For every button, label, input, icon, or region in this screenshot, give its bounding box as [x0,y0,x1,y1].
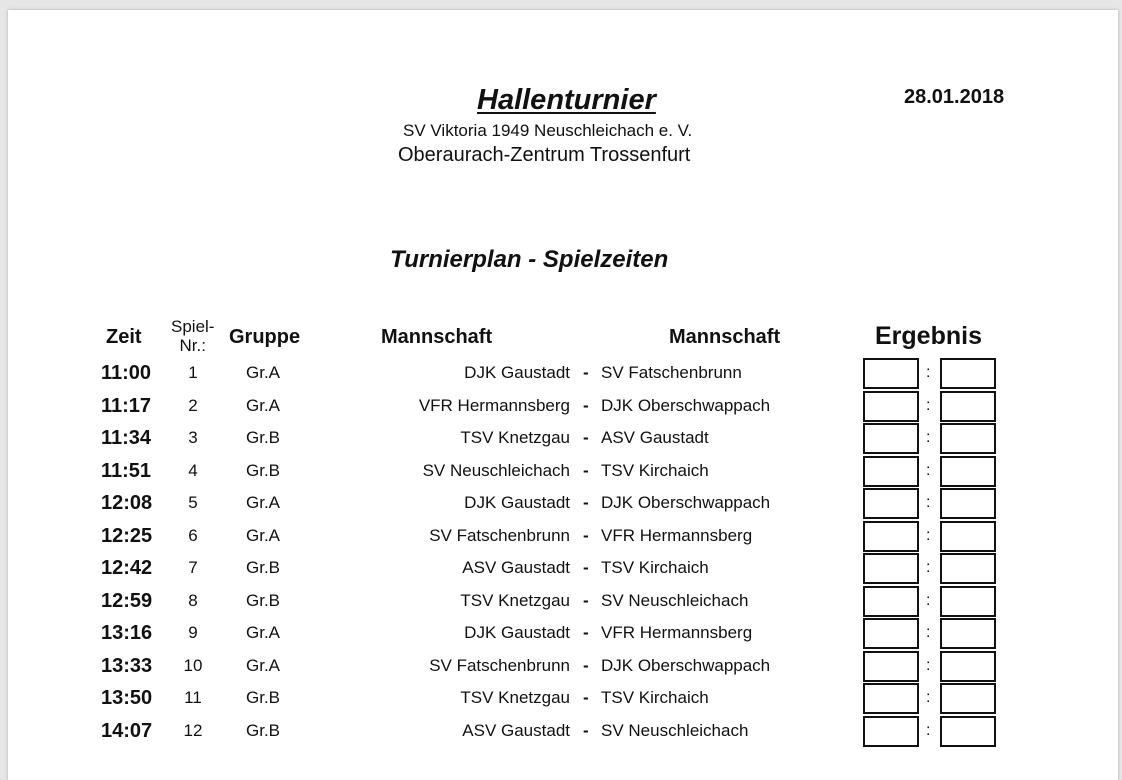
column-header-gruppe: Gruppe [229,326,301,348]
away-score-box[interactable] [940,391,996,422]
away-team: VFR Hermannsberg [601,525,753,545]
away-team: SV Neuschleichach [601,720,749,740]
match-number: 12 [183,720,203,740]
score-separator: : [926,429,931,446]
home-score-box[interactable] [863,488,919,519]
column-header-spiel-line2: Nr.: [179,336,206,355]
match-number: 4 [188,460,198,480]
home-score-box[interactable] [863,683,919,714]
home-team: DJK Gaustadt [464,623,570,642]
table-row [8,391,1118,423]
team-separator: - [583,395,589,415]
table-row [8,586,1118,618]
home-team: TSV Knetzgau [460,590,570,610]
document-date: 28.01.2018 [904,86,1005,108]
score-separator: : [926,461,931,479]
score-separator: : [926,624,931,641]
home-team: DJK Gaustadt [464,493,570,512]
match-group: Gr.B [246,460,281,480]
away-team: DJK Oberschwappach [601,395,771,415]
document-page [8,10,1118,780]
away-team: SV Fatschenbrunn [601,363,742,382]
column-header-zeit: Zeit [106,326,142,348]
away-team: TSV Kirchaich [601,460,709,480]
match-group: Gr.B [246,558,281,577]
match-number: 9 [188,623,198,642]
match-number: 7 [188,558,198,577]
home-score-box[interactable] [863,553,919,584]
match-time: 11:17 [101,394,152,417]
score-separator: : [926,494,931,511]
venue-name: Oberaurach-Zentrum Trossenfurt [398,144,691,166]
home-team: TSV Knetzgau [460,428,570,447]
match-group: Gr.B [246,720,281,740]
away-score-box[interactable] [940,488,996,519]
away-score-box[interactable] [940,618,996,649]
match-time: 12:42 [101,557,153,579]
home-team: SV Neuschleichach [422,460,570,480]
match-group: Gr.A [246,395,281,415]
away-team: TSV Kirchaich [601,558,709,577]
match-time: 14:07 [101,719,153,742]
away-score-box[interactable] [940,521,996,552]
match-group: Gr.A [246,493,281,512]
match-time: 11:00 [101,362,152,384]
match-group: Gr.B [246,428,281,447]
score-separator: : [926,396,931,414]
score-separator: : [926,721,931,739]
home-score-box[interactable] [863,358,919,389]
away-score-box[interactable] [940,553,996,584]
team-separator: - [583,590,589,610]
score-separator: : [926,689,931,706]
match-number: 6 [188,525,198,545]
away-score-box[interactable] [940,651,996,682]
home-team: ASV Gaustadt [462,720,570,740]
home-team: VFR Hermannsberg [418,395,570,415]
match-group: Gr.B [246,688,281,707]
match-group: Gr.B [246,590,281,610]
column-header-spiel-nr [171,317,214,355]
table-row [8,521,1118,553]
team-separator: - [583,493,589,512]
home-team: SV Fatschenbrunn [429,525,570,545]
score-separator: : [926,526,931,544]
away-team: DJK Oberschwappach [601,655,771,675]
schedule-subtitle: Turnierplan - Spielzeiten [390,246,669,273]
away-team: ASV Gaustadt [601,428,709,447]
match-number: 10 [183,655,203,675]
column-header-ergebnis: Ergebnis [875,322,982,350]
club-name: SV Viktoria 1949 Neuschleichach e. V. [403,121,693,140]
home-score-box[interactable] [863,716,919,747]
match-time: 12:25 [101,524,153,547]
score-separator: : [926,656,931,674]
table-row [8,456,1118,488]
match-number: 3 [188,428,198,447]
away-score-box[interactable] [940,456,996,487]
match-group: Gr.A [246,655,281,675]
team-separator: - [583,623,589,642]
match-time: 13:50 [101,687,153,709]
team-separator: - [583,363,589,382]
home-score-box[interactable] [863,586,919,617]
table-row [8,488,1118,520]
home-team: ASV Gaustadt [462,558,570,577]
home-score-box[interactable] [863,423,919,454]
home-team: DJK Gaustadt [464,363,570,382]
away-score-box[interactable] [940,683,996,714]
match-time: 13:16 [101,622,153,644]
match-number: 11 [184,688,202,707]
column-header-away-team: Mannschaft [669,326,781,348]
match-number: 5 [188,493,198,512]
table-row [8,618,1118,650]
table-row [8,553,1118,585]
away-team: TSV Kirchaich [601,688,709,707]
home-score-box[interactable] [863,618,919,649]
home-score-box[interactable] [863,651,919,682]
team-separator: - [583,428,589,447]
table-row [8,423,1118,455]
score-separator: : [926,559,931,576]
home-score-box[interactable] [863,521,919,552]
table-row [8,716,1118,748]
match-group: Gr.A [246,623,281,642]
away-score-box[interactable] [940,358,996,389]
match-group: Gr.A [246,363,281,382]
away-team: SV Neuschleichach [601,590,749,610]
home-team: TSV Knetzgau [460,688,570,707]
score-separator: : [926,591,931,609]
column-header-home-team: Mannschaft [381,326,493,348]
match-time: 13:33 [101,654,153,677]
match-number: 8 [188,590,198,610]
home-score-box[interactable] [863,391,919,422]
match-group: Gr.A [246,525,281,545]
home-team: SV Fatschenbrunn [429,655,570,675]
team-separator: - [583,460,589,480]
team-separator: - [583,525,589,545]
column-header-spiel-line1: Spiel- [171,317,215,336]
away-score-box[interactable] [940,586,996,617]
away-team: DJK Oberschwappach [601,493,771,512]
match-time: 11:51 [101,459,152,482]
team-separator: - [583,720,589,740]
home-score-box[interactable] [863,456,919,487]
team-separator: - [583,655,589,675]
match-number: 2 [188,395,198,415]
away-score-box[interactable] [940,716,996,747]
match-time: 12:08 [101,492,153,514]
match-number: 1 [188,363,198,382]
away-score-box[interactable] [940,423,996,454]
match-time: 11:34 [101,427,152,449]
table-row [8,651,1118,683]
document-title: Hallenturnier [477,84,656,116]
table-row [8,358,1118,390]
team-separator: - [583,688,589,707]
match-time: 12:59 [101,589,153,612]
away-team: VFR Hermannsberg [601,623,753,642]
team-separator: - [583,558,589,577]
table-row [8,683,1118,715]
score-separator: : [926,364,931,381]
